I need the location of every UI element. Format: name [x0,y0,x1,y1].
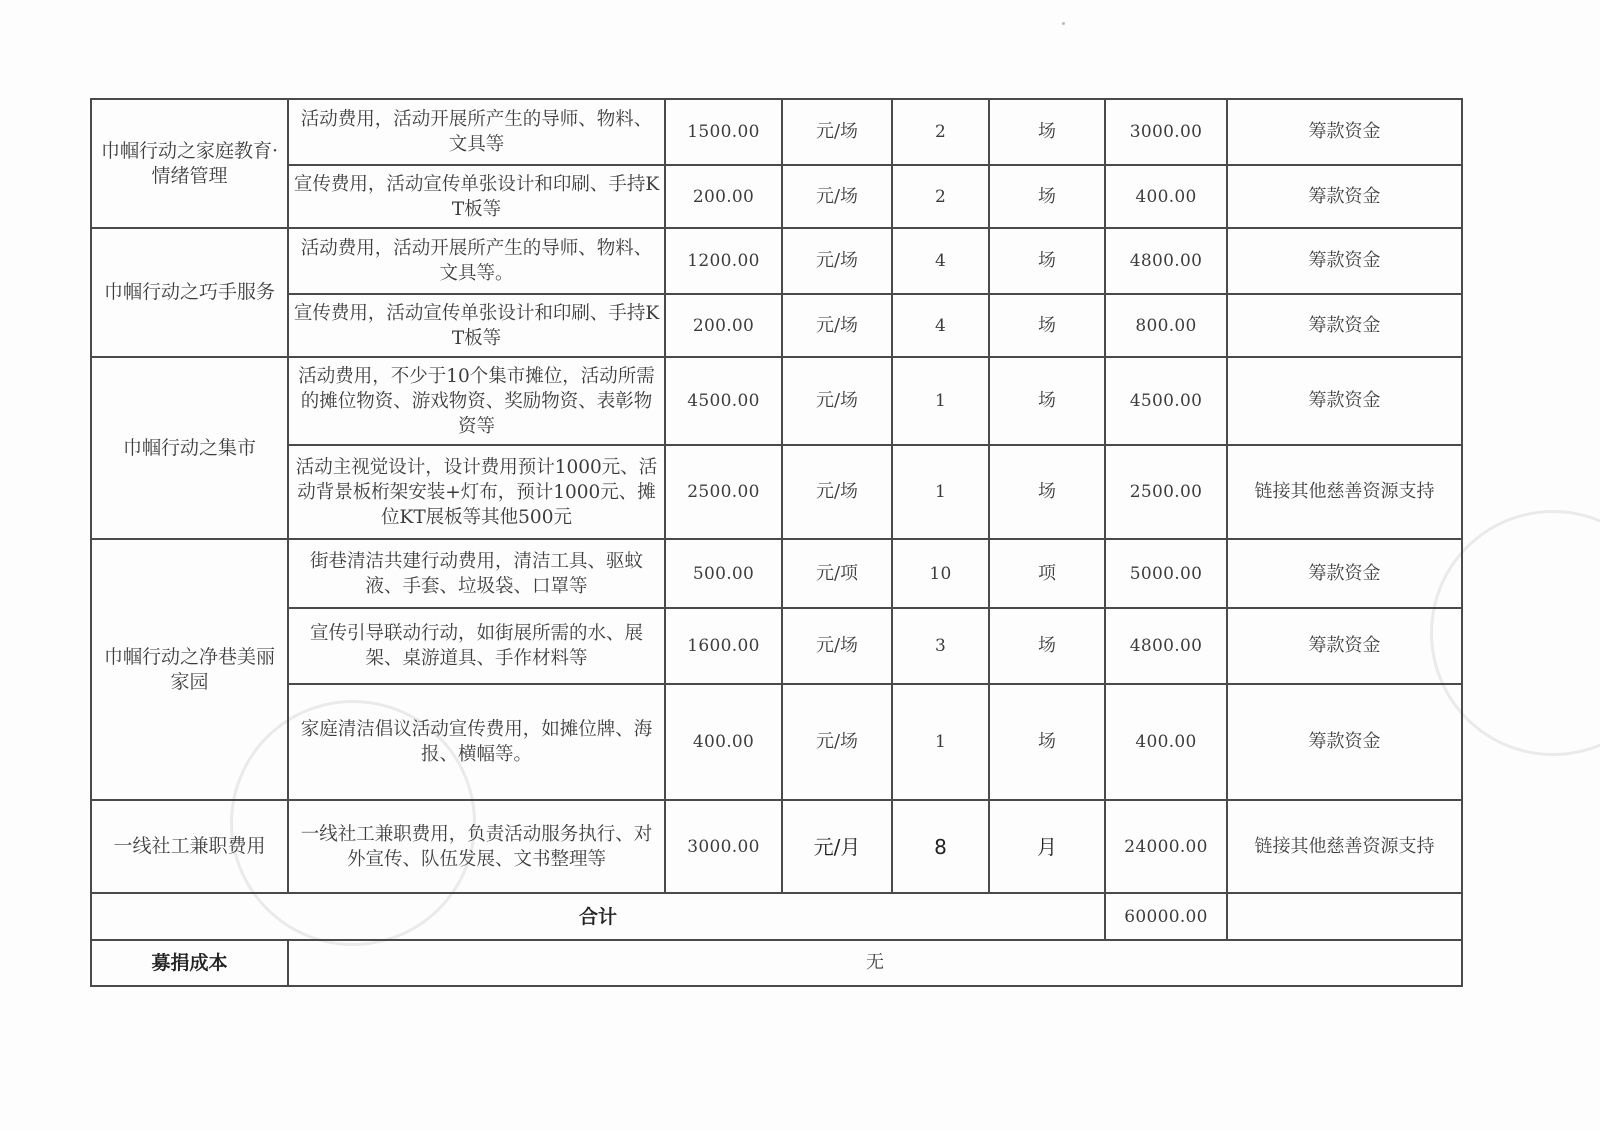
item-name-cell: 一线社工兼职费用 [91,800,288,893]
unit-price-cell: 200.00 [665,165,782,228]
scan-speck [1062,22,1065,25]
amount-cell: 4800.00 [1105,608,1227,684]
price-unit-cell: 元/项 [782,539,892,608]
description-cell: 街巷清洁共建行动费用，清洁工具、驱蚊液、手套、垃圾袋、口罩等 [288,539,665,608]
quantity-cell: 2 [892,99,989,165]
item-name-cell: 巾帼行动之巧手服务 [91,228,288,357]
unit-price-cell: 4500.00 [665,357,782,445]
fund-source-cell: 链接其他慈善资源支持 [1227,800,1462,893]
description-cell: 宣传费用，活动宣传单张设计和印刷、手持KT板等 [288,294,665,357]
amount-cell: 5000.00 [1105,539,1227,608]
fund-source-cell: 筹款资金 [1227,99,1462,165]
table-row [91,228,1462,294]
quantity-unit-cell: 场 [989,228,1105,294]
quantity-unit-cell: 项 [989,539,1105,608]
description-cell: 活动费用，活动开展所产生的导师、物料、文具等 [288,99,665,165]
item-name-cell: 巾帼行动之集市 [91,357,288,539]
unit-price-cell: 500.00 [665,539,782,608]
price-unit-cell: 元/场 [782,357,892,445]
quantity-cell: 1 [892,684,989,800]
price-unit-cell: 元/场 [782,608,892,684]
description-cell: 活动主视觉设计，设计费用预计1000元、活动背景板桁架安装+灯布，预计1000元、摊位KT展板等其他500元 [288,445,665,539]
amount-cell: 4500.00 [1105,357,1227,445]
fund-source-cell: 筹款资金 [1227,357,1462,445]
quantity-unit-cell: 场 [989,99,1105,165]
quantity-unit-cell: 场 [989,684,1105,800]
description-cell: 一线社工兼职费用，负责活动服务执行、对外宣传、队伍发展、文书整理等 [288,800,665,893]
unit-price-cell: 3000.00 [665,800,782,893]
table-row [91,539,1462,608]
quantity-cell: 2 [892,165,989,228]
price-unit-cell: 元/场 [782,445,892,539]
price-unit-cell: 元/场 [782,165,892,228]
amount-cell: 800.00 [1105,294,1227,357]
quantity-unit-cell: 月 [989,800,1105,893]
quantity-cell: 3 [892,608,989,684]
item-name-cell: 巾帼行动之净巷美丽家园 [91,539,288,800]
fundraising-cost-value: 无 [288,940,1462,986]
price-unit-cell: 元/场 [782,99,892,165]
table-row [91,357,1462,445]
amount-cell: 400.00 [1105,684,1227,800]
price-unit-cell: 元/场 [782,228,892,294]
table-row [91,684,1462,800]
total-source-cell [1227,893,1462,940]
description-cell: 家庭清洁倡议活动宣传费用，如摊位牌、海报、横幅等。 [288,684,665,800]
price-unit-cell: 元/月 [782,800,892,893]
quantity-unit-cell: 场 [989,445,1105,539]
unit-price-cell: 1500.00 [665,99,782,165]
fund-source-cell: 筹款资金 [1227,165,1462,228]
quantity-unit-cell: 场 [989,608,1105,684]
description-cell: 活动费用，活动开展所产生的导师、物料、文具等。 [288,228,665,294]
amount-cell: 2500.00 [1105,445,1227,539]
table-row [91,445,1462,539]
fundraising-cost-label: 募捐成本 [91,940,288,986]
total-amount: 60000.00 [1105,893,1227,940]
description-cell: 宣传费用，活动宣传单张设计和印刷、手持KT板等 [288,165,665,228]
unit-price-cell: 1200.00 [665,228,782,294]
budget-table [90,98,1463,987]
total-row [91,893,1462,940]
unit-price-cell: 1600.00 [665,608,782,684]
total-label: 合计 [91,893,1105,940]
price-unit-cell: 元/场 [782,294,892,357]
fund-source-cell: 筹款资金 [1227,608,1462,684]
quantity-unit-cell: 场 [989,357,1105,445]
amount-cell: 24000.00 [1105,800,1227,893]
table-row [91,294,1462,357]
fund-source-cell: 筹款资金 [1227,684,1462,800]
unit-price-cell: 400.00 [665,684,782,800]
quantity-cell: 1 [892,357,989,445]
amount-cell: 4800.00 [1105,228,1227,294]
unit-price-cell: 2500.00 [665,445,782,539]
quantity-cell: 8 [892,800,989,893]
fundraising-cost-row [91,940,1462,986]
amount-cell: 400.00 [1105,165,1227,228]
fund-source-cell: 链接其他慈善资源支持 [1227,445,1462,539]
quantity-cell: 4 [892,294,989,357]
table-row [91,608,1462,684]
table-row [91,800,1462,893]
table-row [91,99,1462,165]
fund-source-cell: 筹款资金 [1227,228,1462,294]
quantity-unit-cell: 场 [989,294,1105,357]
quantity-cell: 4 [892,228,989,294]
unit-price-cell: 200.00 [665,294,782,357]
fund-source-cell: 筹款资金 [1227,294,1462,357]
amount-cell: 3000.00 [1105,99,1227,165]
quantity-cell: 1 [892,445,989,539]
price-unit-cell: 元/场 [782,684,892,800]
table-row [91,165,1462,228]
description-cell: 宣传引导联动行动，如街展所需的水、展架、桌游道具、手作材料等 [288,608,665,684]
fund-source-cell: 筹款资金 [1227,539,1462,608]
item-name-cell: 巾帼行动之家庭教育·情绪管理 [91,99,288,228]
quantity-unit-cell: 场 [989,165,1105,228]
description-cell: 活动费用，不少于10个集市摊位，活动所需的摊位物资、游戏物资、奖励物资、表彰物资等 [288,357,665,445]
quantity-cell: 10 [892,539,989,608]
